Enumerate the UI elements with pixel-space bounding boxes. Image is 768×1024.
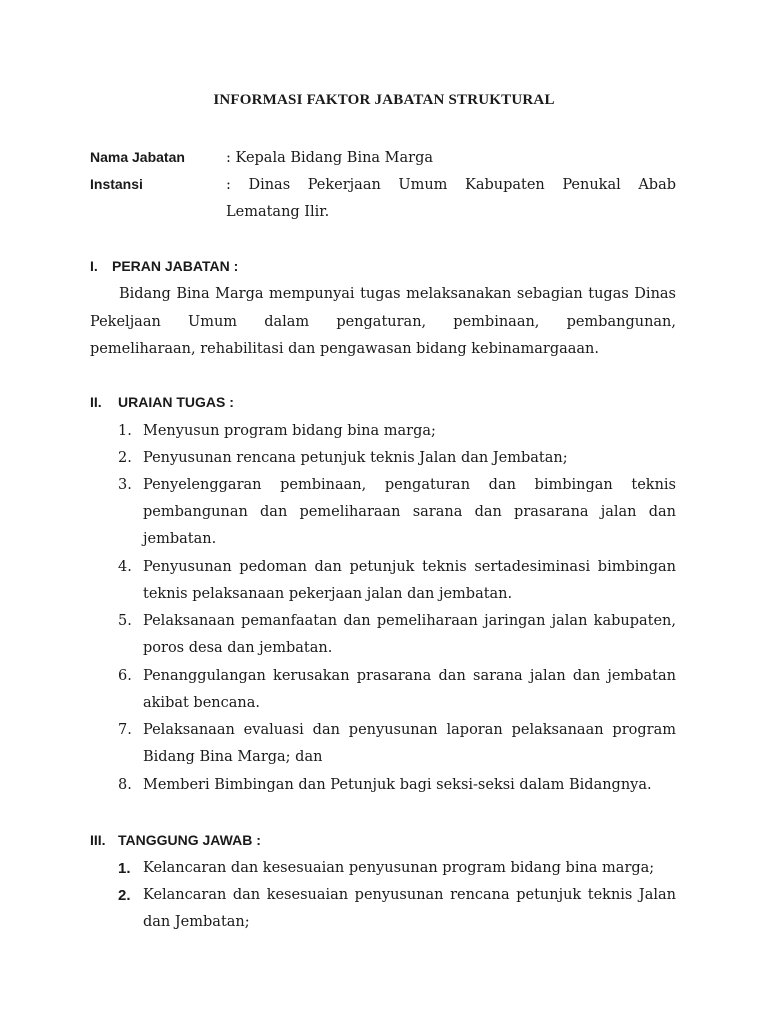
list-item: [118, 608, 676, 662]
peran-paragraph-line2: Pekeljaan Umum dalam pengaturan, pembinaan, pembangunan,: [90, 314, 676, 330]
item-text-line1: Penanggulangan kerusakan prasarana dan sarana jalan dan jembatan: [143, 668, 676, 684]
field-label-instansi: Instansi: [90, 176, 143, 192]
section-number: II.: [90, 394, 102, 410]
section-heading-tanggung-jawab: [90, 832, 261, 848]
item-text-line1: Penyelenggaran pembinaan, pengaturan dan bimbingan teknis: [143, 477, 676, 493]
item-number: 4.: [118, 559, 132, 575]
item-text-line2: pembangunan dan pemeliharaan sarana dan prasarana jalan dan: [143, 504, 676, 520]
item-text-line1: Pelaksanaan evaluasi dan penyusunan laporan pelaksanaan program: [143, 722, 676, 738]
list-item: [118, 663, 676, 717]
item-number: 1.: [118, 860, 131, 877]
item-number: 1.: [118, 423, 132, 439]
item-text-line2: poros desa dan jembatan.: [143, 640, 333, 656]
item-number: 8.: [118, 777, 132, 793]
item-text: Kelancaran dan kesesuaian penyusunan program bidang bina marga;: [143, 860, 655, 876]
list-item: [118, 418, 676, 445]
section-title: TANGGUNG JAWAB :: [118, 832, 261, 848]
item-number: 3.: [118, 477, 132, 493]
item-number: 7.: [118, 722, 132, 738]
peran-paragraph-line1: [90, 281, 676, 309]
list-item: [118, 855, 676, 882]
item-text-line1: Pelaksanaan pemanfaatan dan pemeliharaan jaringan jalan kabupaten,: [143, 613, 676, 629]
section-number: III.: [90, 832, 106, 848]
list-item: [118, 472, 676, 553]
item-number: 6.: [118, 668, 132, 684]
list-item: [118, 772, 676, 799]
item-number: 5.: [118, 613, 132, 629]
list-item: [118, 445, 676, 472]
list-item: [118, 554, 676, 608]
item-text-line2: dan Jembatan;: [143, 914, 250, 930]
item-text-line2: Bidang Bina Marga; dan: [143, 749, 323, 765]
field-value-instansi-line2: Lematang Ilir.: [226, 204, 330, 220]
item-text-line2: teknis pelaksanaan pekerjaan jalan dan jembatan.: [143, 586, 513, 602]
item-text: Menyusun program bidang bina marga;: [143, 423, 436, 439]
field-value-instansi-line1: : Dinas Pekerjaan Umum Kabupaten Penukal Abab: [226, 177, 676, 193]
item-text-line3: jembatan.: [143, 531, 217, 547]
document-title: INFORMASI FAKTOR JABATAN STRUKTURAL: [213, 92, 555, 108]
item-text-line1: Kelancaran dan kesesuaian penyusunan rencana petunjuk teknis Jalan: [143, 887, 676, 903]
section-heading-uraian-tugas: [90, 394, 234, 410]
list-item: [118, 717, 676, 771]
section-title: PERAN JABATAN :: [112, 258, 239, 274]
section-number: I.: [90, 258, 98, 274]
item-text-line2: akibat bencana.: [143, 695, 260, 711]
paragraph-text: Bidang Bina Marga mempunyai tugas melaksanakan sebagian tugas Dinas: [119, 286, 676, 302]
item-number: 2.: [118, 450, 132, 466]
list-item: [118, 882, 676, 936]
field-label-nama-jabatan: Nama Jabatan: [90, 149, 185, 165]
item-number: 2.: [118, 887, 131, 904]
field-value-nama-jabatan: : Kepala Bidang Bina Marga: [226, 150, 434, 166]
item-text-line1: Penyusunan pedoman dan petunjuk teknis sertadesiminasi bimbingan: [143, 559, 676, 575]
item-text: Memberi Bimbingan dan Petunjuk bagi seksi-seksi dalam Bidangnya.: [143, 777, 652, 793]
section-heading-peran-jabatan: [90, 258, 238, 274]
peran-paragraph-line3: pemeliharaan, rehabilitasi dan pengawasan bidang kebinamargaaan.: [90, 341, 600, 357]
item-text: Penyusunan rencana petunjuk teknis Jalan dan Jembatan;: [143, 450, 568, 466]
section-title: URAIAN TUGAS :: [118, 394, 234, 410]
